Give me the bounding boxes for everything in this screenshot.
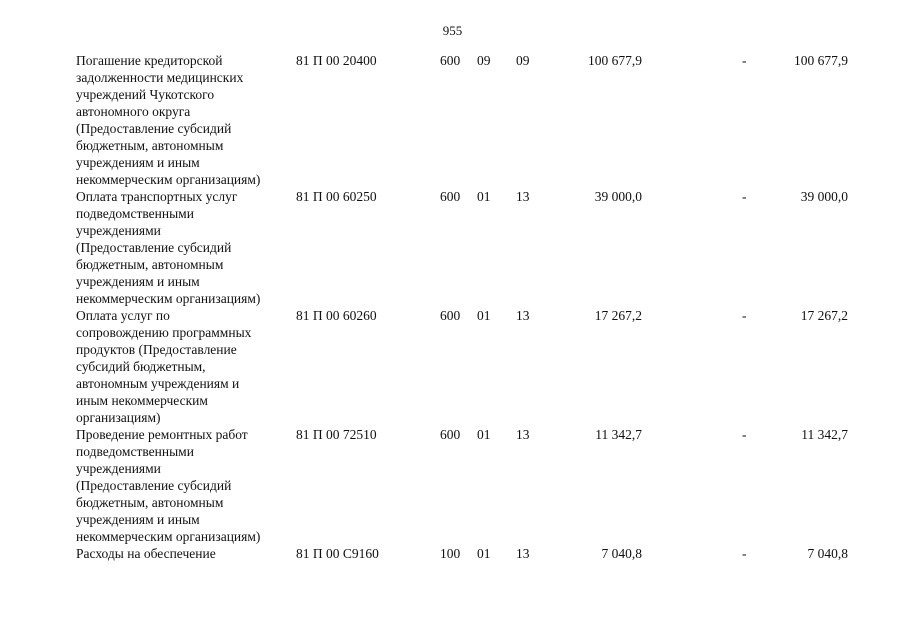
row-section: 01 — [477, 189, 491, 204]
row-code: 81 П 00 60250 — [296, 189, 377, 204]
row-name: Проведение ремонтных работ подведомственными учреждениями (Предоставление субсидий бюджетным, автономным учреждениям и иным некоммерческим организациям) — [76, 427, 261, 544]
row-expense-type: 600 — [440, 189, 461, 204]
row-section: 01 — [477, 427, 491, 442]
row-subsection: 13 — [516, 427, 530, 442]
row-dash: - — [742, 427, 747, 442]
row-expense-type: 600 — [440, 308, 461, 323]
row-name: Расходы на обеспечение — [76, 546, 216, 561]
row-code: 81 П 00 60260 — [296, 308, 377, 323]
row-dash: - — [742, 53, 747, 68]
row-name: Погашение кредиторской задолженности медицинских учреждений Чукотского автономного округа (Предоставление субсидий бюджетным, автономным учреждениям и иным некоммерческим организациям) — [76, 53, 261, 187]
row-section: 01 — [477, 308, 491, 323]
row-code: 81 П 00 С9160 — [296, 546, 379, 561]
row-amount: 100 677,9 — [794, 53, 848, 68]
row-expense-type: 100 — [440, 546, 461, 561]
row-code: 81 П 00 72510 — [296, 427, 377, 442]
budget-table — [0, 52, 905, 562]
row-subsection: 13 — [516, 189, 530, 204]
table-row — [0, 545, 905, 562]
row-name: Оплата транспортных услуг подведомственными учреждениями (Предоставление субсидий бюджетным, автономным учреждениям и иным некоммерческим организациям) — [76, 189, 261, 306]
row-subsection: 13 — [516, 308, 530, 323]
row-expense-type: 600 — [440, 427, 461, 442]
row-total: 7 040,8 — [601, 546, 642, 561]
row-amount: 39 000,0 — [800, 189, 848, 204]
row-dash: - — [742, 546, 747, 561]
row-total: 11 342,7 — [595, 427, 642, 442]
row-name: Оплата услуг по сопровождению программных продуктов (Предоставление субсидий бюджетным, автономным учреждениям и иным некоммерческим организациям) — [76, 308, 252, 425]
table-row — [0, 52, 905, 188]
row-dash: - — [742, 189, 747, 204]
page-number: 955 — [442, 23, 463, 38]
row-subsection: 09 — [516, 53, 530, 68]
row-amount: 11 342,7 — [801, 427, 848, 442]
table-row — [0, 426, 905, 545]
row-total: 17 267,2 — [594, 308, 642, 323]
row-section: 09 — [477, 53, 491, 68]
row-amount: 17 267,2 — [800, 308, 848, 323]
row-expense-type: 600 — [440, 53, 461, 68]
table-row — [0, 188, 905, 307]
row-total: 100 677,9 — [588, 53, 642, 68]
row-amount: 7 040,8 — [807, 546, 848, 561]
row-subsection: 13 — [516, 546, 530, 561]
row-code: 81 П 00 20400 — [296, 53, 377, 68]
row-section: 01 — [477, 546, 491, 561]
row-dash: - — [742, 308, 747, 323]
row-total: 39 000,0 — [594, 189, 642, 204]
table-row — [0, 307, 905, 426]
